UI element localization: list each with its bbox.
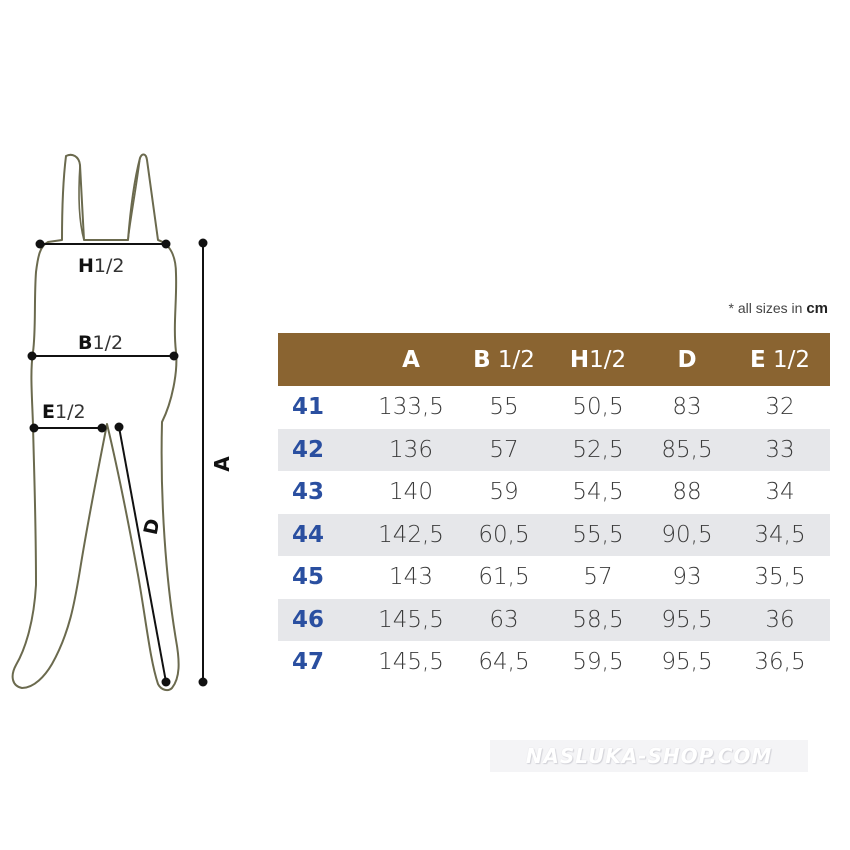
cell-e: 32 [765, 394, 795, 421]
cell-size: 42 [278, 429, 366, 472]
cell-size: 47 [292, 649, 325, 676]
d-dot-top [115, 423, 124, 432]
header-a: A [366, 333, 456, 386]
b-dot-right [170, 352, 179, 361]
cell-b: 61,5 [478, 564, 530, 591]
units-note [640, 300, 828, 317]
cell-b: 55 [489, 394, 519, 421]
cell-a: 145,5 [378, 649, 444, 676]
cell-b: 60,5 [456, 514, 552, 557]
cell-d: 90,5 [644, 514, 730, 557]
cell-a: 133,5 [378, 394, 444, 421]
table-row [278, 471, 830, 514]
units-note-prefix: * all sizes in [728, 300, 807, 316]
size-chart-table [278, 333, 830, 684]
cell-size: 43 [292, 479, 325, 506]
d-dot-bottom [162, 678, 171, 687]
h-dot-right [162, 240, 171, 249]
cell-d: 83 [672, 394, 702, 421]
cell-h: 54,5 [572, 479, 624, 506]
a-dot-bottom [199, 678, 208, 687]
cell-b: 57 [456, 429, 552, 472]
cell-e: 33 [730, 429, 830, 472]
cell-b: 59 [489, 479, 519, 506]
table-row [278, 429, 830, 472]
cell-e: 35,5 [754, 564, 806, 591]
cell-size: 44 [278, 514, 366, 557]
header-b: B 1/2 [456, 333, 552, 386]
units-note-unit: cm [806, 300, 828, 317]
cell-a: 140 [389, 479, 433, 506]
d-label: D [139, 516, 165, 537]
table-header-row [278, 333, 830, 386]
cell-d: 95,5 [661, 649, 713, 676]
b-label: B1/2 [78, 332, 124, 354]
cell-h: 57 [583, 564, 613, 591]
cell-e: 34,5 [730, 514, 830, 557]
header-d: D [644, 333, 730, 386]
cell-b: 64,5 [478, 649, 530, 676]
cell-size: 41 [292, 394, 325, 421]
a-dot-top [199, 239, 208, 248]
d-measure-line [119, 427, 166, 682]
cell-size: 46 [278, 599, 366, 642]
cell-h: 55,5 [552, 514, 644, 557]
table-row [278, 556, 830, 599]
cell-size: 45 [292, 564, 325, 591]
cell-b: 63 [456, 599, 552, 642]
e-dot-right [98, 424, 107, 433]
h-label: H1/2 [78, 255, 125, 277]
table-row [278, 514, 830, 557]
h-dot-left [36, 240, 45, 249]
cell-h: 50,5 [572, 394, 624, 421]
cell-a: 145,5 [366, 599, 456, 642]
cell-h: 52,5 [552, 429, 644, 472]
b-dot-left [28, 352, 37, 361]
wader-outline [13, 154, 179, 690]
cell-a: 143 [389, 564, 433, 591]
cell-d: 93 [672, 564, 702, 591]
cell-d: 85,5 [644, 429, 730, 472]
cell-h: 58,5 [552, 599, 644, 642]
header-e: E 1/2 [730, 333, 830, 386]
cell-e: 34 [765, 479, 795, 506]
e-label: E1/2 [42, 401, 86, 423]
cell-d: 95,5 [644, 599, 730, 642]
suspender-right [128, 158, 140, 240]
cell-h: 59,5 [572, 649, 624, 676]
cell-d: 88 [672, 479, 702, 506]
table-row [278, 641, 830, 684]
table-row [278, 599, 830, 642]
cell-e: 36 [730, 599, 830, 642]
e-dot-left [30, 424, 39, 433]
cell-e: 36,5 [754, 649, 806, 676]
table-row [278, 386, 830, 429]
a-label: A [210, 456, 234, 472]
watermark: NASLUKA-SHOP.COM [490, 740, 808, 772]
header-size [278, 333, 366, 386]
wader-diagram [0, 0, 270, 720]
header-h: H1/2 [552, 333, 644, 386]
cell-a: 142,5 [366, 514, 456, 557]
cell-a: 136 [366, 429, 456, 472]
